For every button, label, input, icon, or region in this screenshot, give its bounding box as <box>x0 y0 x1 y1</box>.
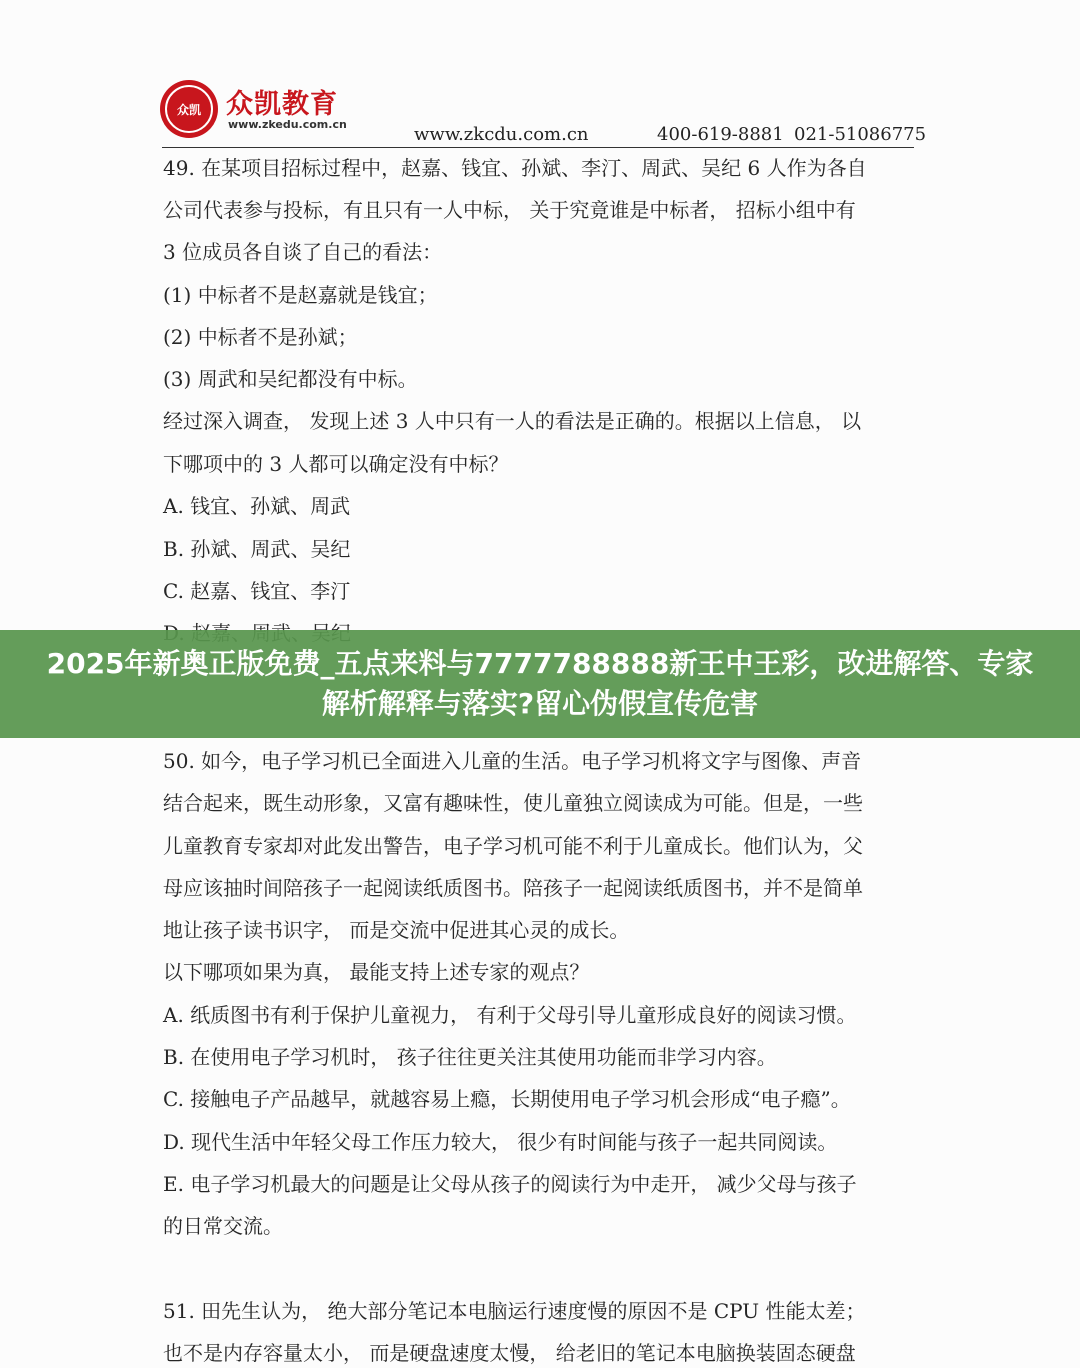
text-line: C. 赵嘉、钱宜、李汀 <box>163 579 351 603</box>
header-phone-2: 021-51086775 <box>794 124 927 145</box>
logo-seal-text: 众凯 <box>165 85 213 133</box>
logo-seal-icon <box>160 80 218 138</box>
text-line: 51. 田先生认为， 绝大部分笔记本电脑运行速度慢的原因不是 CPU 性能太差； <box>163 1299 866 1323</box>
text-line: (1) 中标者不是赵嘉就是钱宜； <box>163 283 438 307</box>
text-line: 儿童教育专家却对此发出警告，电子学习机可能不利于儿童成长。他们认为，父 <box>163 834 863 858</box>
brand-name: 众凯教育 <box>226 89 338 120</box>
text-line: 49. 在某项目招标过程中，赵嘉、钱宜、孙斌、李汀、周武、吴纪 6 人作为各自 <box>163 156 867 180</box>
text-line: A. 纸质图书有利于保护儿童视力， 有利于父母引导儿童形成良好的阅读习惯。 <box>163 1003 857 1027</box>
text-line: 公司代表参与投标，有且只有一人中标， 关于究竟谁是中标者， 招标小组中有 <box>163 198 856 222</box>
text-line: 以下哪项如果为真， 最能支持上述专家的观点？ <box>163 960 590 984</box>
header-phone-1: 400-619-8881 <box>657 124 784 145</box>
text-line: 下哪项中的 3 人都可以确定没有中标？ <box>163 452 509 476</box>
brand-logo <box>160 78 360 138</box>
text-line: 50. 如今，电子学习机已全面进入儿童的生活。电子学习机将文字与图像、声音 <box>163 749 862 773</box>
text-line: 的日常交流。 <box>163 1214 283 1238</box>
text-line: 也不是内存容量太小， 而是硬盘速度太慢， 给老旧的笔记本电脑换装固态硬盘 <box>163 1341 856 1365</box>
title-banner <box>0 630 1080 738</box>
text-line: (3) 周武和吴纪都没有中标。 <box>163 367 418 391</box>
text-line: B. 在使用电子学习机时， 孩子往往更关注其使用功能而非学习内容。 <box>163 1045 777 1069</box>
banner-title: 2025年新奥正版免费_五点来料与7777788888新王中王彩，改进解答、专家解析解释与落实?留心伪假宣传危害 <box>46 647 1034 720</box>
header-site: www.zkcdu.com.cn <box>414 124 589 145</box>
text-line: (2) 中标者不是孙斌； <box>163 325 358 349</box>
text-line: E. 电子学习机最大的问题是让父母从孩子的阅读行为中走开， 减少父母与孩子 <box>163 1172 857 1196</box>
text-line: D. 现代生活中年轻父母工作压力较大， 很少有时间能与孩子一起共同阅读。 <box>163 1130 838 1154</box>
text-line: 经过深入调查， 发现上述 3 人中只有一人的看法是正确的。根据以上信息， 以 <box>163 409 862 433</box>
text-line: C. 接触电子产品越早，就越容易上瘾，长期使用电子学习机会形成“电子瘾”。 <box>163 1087 851 1111</box>
text-line: 地让孩子读书识字， 而是交流中促进其心灵的成长。 <box>163 918 630 942</box>
header-divider <box>162 147 914 148</box>
text-line: 结合起来，既生动形象，又富有趣味性，使儿童独立阅读成为可能。但是，一些 <box>163 791 863 815</box>
text-line: 母应该抽时间陪孩子一起阅读纸质图书。陪孩子一起阅读纸质图书，并不是简单 <box>163 876 863 900</box>
text-line: A. 钱宜、孙斌、周武 <box>163 494 351 518</box>
brand-url: www.zkedu.com.cn <box>228 118 347 131</box>
text-line: B. 孙斌、周武、吴纪 <box>163 537 351 561</box>
text-line: 3 位成员各自谈了自己的看法： <box>163 240 443 264</box>
